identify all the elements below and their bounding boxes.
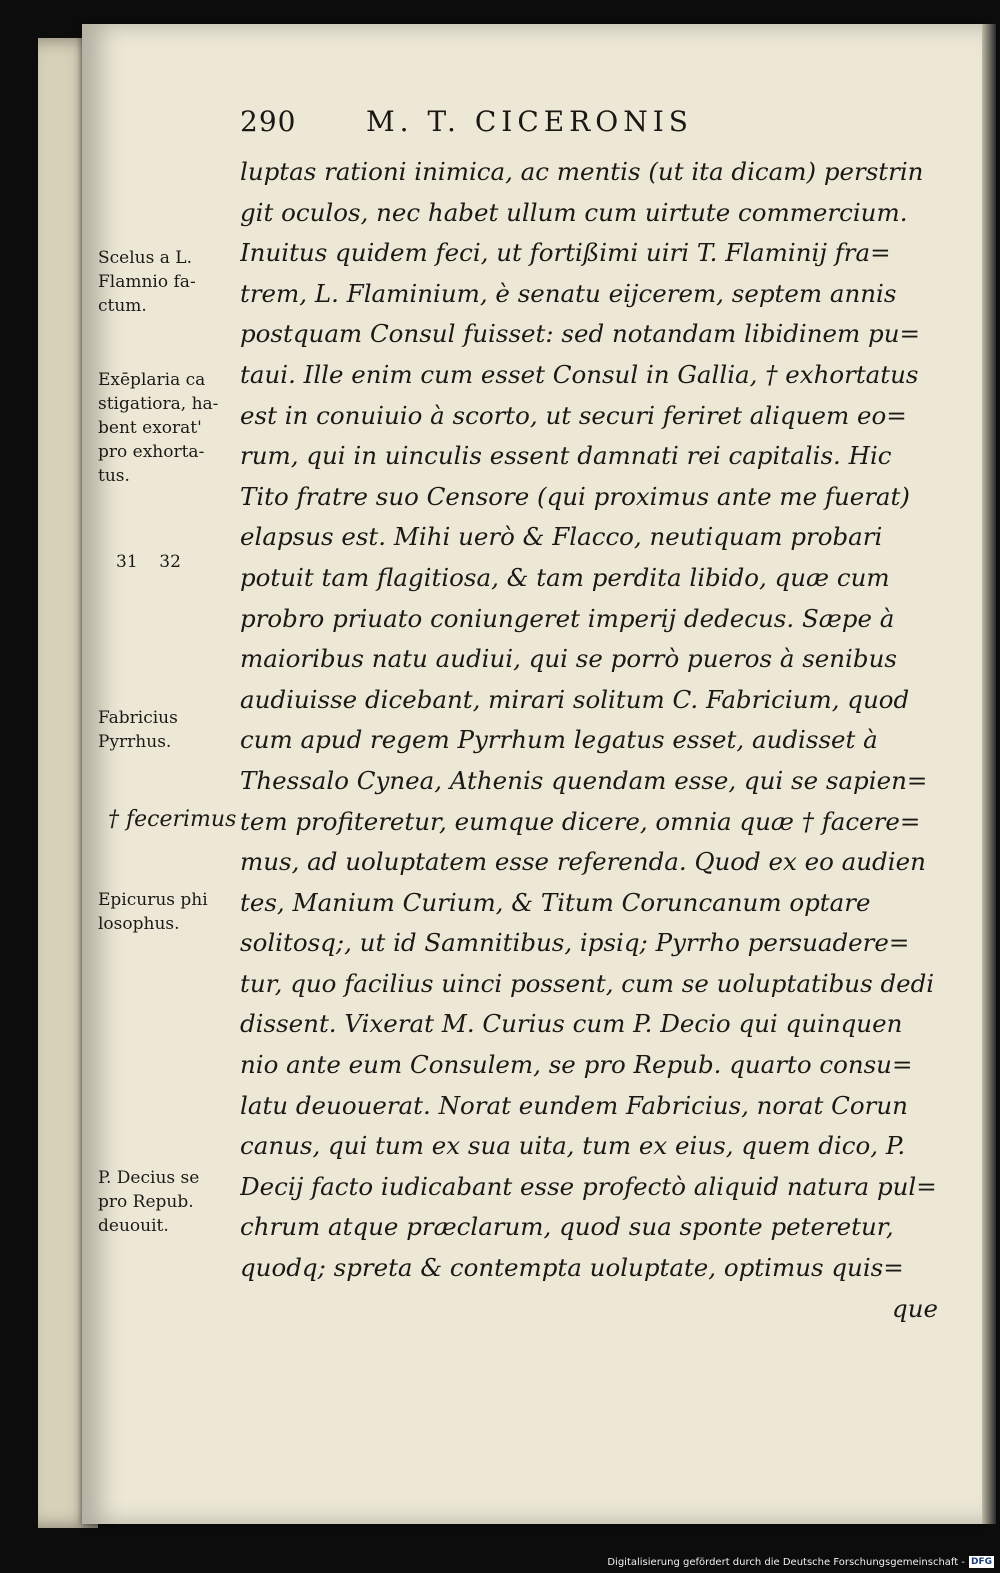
text-line: tes, Manium Curium, & Titum Coruncanum optare [240,887,871,917]
margin-note-line: Fabricius [98,708,178,728]
text-line: elapsus est. Mihi uerò & Flacco, neutiquam probari [240,522,883,552]
margin-note-line: bent exorat' [98,418,202,438]
page-number: 290 [240,105,297,138]
margin-note-line: losophus. [98,914,180,934]
text-line: cum apud regem Pyrrhum legatus esset, audisset à [240,725,878,755]
text-line: postquam Consul fuisset: sed notandam libidinem pu= [240,319,921,349]
text-line: luptas rationi inimica, ac mentis (ut ita dicam) perstrin [240,157,924,186]
text-line: trem, L. Flaminium, è senatu eijcerem, septem annis [240,278,897,308]
dfg-logo: DFG [970,1557,992,1567]
margin-note-line: pro exhorta- [98,442,205,462]
text-line: est in conuiuio à scorto, ut securi feriret aliquem eo= [240,400,907,430]
body-text [240,152,940,1329]
text-line: nio ante eum Consulem, se pro Repub. quarto consu= [240,1050,913,1080]
margin-note-line: deuouit. [98,1216,169,1236]
text-line: potuit tam flagitiosa, & tam perdita libido, quæ cum [240,562,890,592]
text-line: Inuitus quidem feci, ut fortißimi uiri T. Flaminij fra= [240,238,891,268]
text-line: Tito fratre suo Censore (qui proximus ante me fuerat) [240,481,910,511]
text-line: git oculos, nec habet ullum cum uirtute commercium. [240,197,908,227]
margin-note-line: ctum. [98,296,147,316]
text-line: Decij facto iudicabant esse profectò aliquid natura pul= [240,1171,937,1201]
margin-note-fabricius [98,706,178,754]
text-line: rum, qui in uinculis essent damnati rei capitalis. Hic [240,441,892,471]
margin-note-line: tus. [98,466,130,486]
text-line: chrum atque præclarum, quod sua sponte peteretur, [240,1212,894,1242]
text-line: canus, qui tum ex sua uita, tum ex eius, quem dico, P. [240,1131,906,1161]
text-line: mus, ad uoluptatem esse referenda. Quod ex eo audien [240,847,926,877]
running-title: M. T. CICERONIS [366,105,693,138]
margin-note-line: Pyrrhus. [98,732,172,752]
text-line: solitosq;, ut id Samnitibus, ipsiq; Pyrrho persuadere= [240,928,910,958]
text-line: audiuisse dicebant, mirari solitum C. Fabricium, quod [240,684,910,714]
margin-note-line: Exēplaria ca [98,370,206,390]
text-line: Thessalo Cynea, Athenis quendam esse, qui se sapien= [240,765,928,795]
margin-note-numbers [116,502,181,622]
margin-note-line: 31 32 [116,552,181,572]
margin-note-line: † fecerimus [108,807,237,832]
margin-note-line: Scelus a L. [98,248,192,268]
margin-note-fecerimus [108,808,236,832]
text-line: probro priuato coniungeret imperij dedecus. Sæpe à [240,603,895,633]
text-line: latu deuouerat. Norat eundem Fabricius, norat Corun [240,1090,908,1120]
credit-text: Digitalisierung gefördert durch die Deutsche Forschungsgemeinschaft - [607,1556,965,1568]
page-edge-shadow [982,24,996,1524]
digitization-credit [607,1554,994,1570]
text-line: tur, quo facilius uinci possent, cum se uoluptatibus dedi [240,968,935,998]
text-line: taui. Ille enim cum esset Consul in Gallia, † exhortatus [240,359,919,389]
margin-note-scelus [98,246,196,318]
margin-note-line: P. Decius se [98,1168,200,1188]
margin-note-line: Flamnio fa- [98,272,196,292]
text-line: tem profiteretur, eumque dicere, omnia quæ † facere= [240,806,921,836]
text-line: quodq; spreta & contempta uoluptate, optimus quis= [240,1253,904,1283]
margin-note-line: Epicurus phi [98,890,208,910]
margin-note-line: pro Repub. [98,1192,194,1212]
margin-note-exemplaria [98,368,218,488]
running-head [240,105,860,145]
text-line: dissent. Vixerat M. Curius cum P. Decio qui quinquen [240,1009,903,1039]
text-line: maioribus natu audiui, qui se porrò pueros à senibus [240,644,897,674]
catchword: que [892,1293,938,1323]
margin-note-line: stigatiora, ha- [98,394,219,414]
margin-note-epicurus [98,888,208,936]
margin-note-decius [98,1166,199,1238]
